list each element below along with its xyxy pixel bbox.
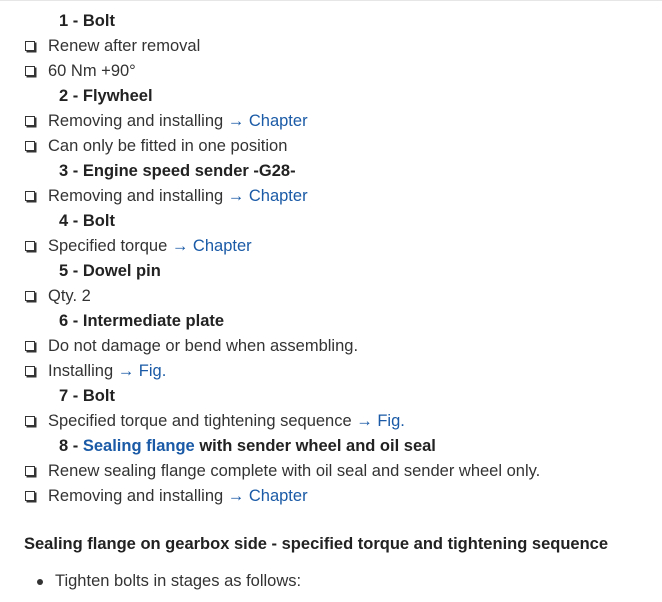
part-number: 7: [59, 387, 69, 405]
top-divider: [0, 0, 662, 1]
part-number: 4: [59, 212, 69, 230]
item-text: Removing and installing: [48, 112, 224, 130]
part-number: 1: [59, 12, 69, 30]
section-title: Sealing flange on gearbox side - specified torque and tightening sequence: [24, 535, 609, 553]
checkbox-icon: [25, 191, 35, 201]
part-title-link[interactable]: Sealing flange: [82, 437, 195, 455]
checkbox-icon: [25, 41, 35, 51]
part-title: Bolt: [82, 12, 115, 30]
list-item: [0, 134, 662, 159]
item-text: Renew sealing flange complete with oil seal and sender wheel only.: [48, 462, 541, 480]
list-item: [0, 34, 662, 59]
part-title: Bolt: [82, 212, 115, 230]
part-heading: 1 - Bolt: [59, 12, 115, 30]
part-number: 5: [59, 262, 69, 280]
list-item: [0, 109, 662, 134]
list-item: [0, 59, 662, 84]
part-heading: 7 - Bolt: [59, 387, 115, 405]
item-text: Do not damage or bend when assembling.: [48, 337, 359, 355]
bullet-text: Tighten bolts in stages as follows:: [55, 572, 302, 590]
checkbox-icon: [25, 116, 35, 126]
bullet-item: [55, 572, 301, 591]
item-text: Specified torque: [48, 237, 168, 255]
checkbox-icon: [25, 366, 35, 376]
parts-list: [0, 9, 662, 509]
checkbox-icon: [25, 66, 35, 76]
item-text: Renew after removal: [48, 37, 201, 55]
list-item: [0, 359, 662, 384]
part-title: Intermediate plate: [82, 312, 225, 330]
part-title: Engine speed sender -G28-: [82, 162, 296, 180]
part-heading: 6 - Intermediate plate: [59, 312, 225, 330]
list-item: [0, 184, 662, 209]
checkbox-icon: [25, 491, 35, 501]
part-number: 6: [59, 312, 69, 330]
list-item: [0, 334, 662, 359]
item-text: Can only be fitted in one position: [48, 137, 288, 155]
part-title: Flywheel: [82, 87, 153, 105]
part-title: Bolt: [82, 387, 115, 405]
list-item: [0, 234, 662, 259]
chapter-link[interactable]: → Chapter: [227, 487, 308, 505]
checkbox-icon: [25, 341, 35, 351]
item-text: Installing: [48, 362, 114, 380]
list-item: [0, 409, 662, 434]
item-text: Removing and installing: [48, 187, 224, 205]
part-title: Dowel pin: [82, 262, 161, 280]
chapter-link[interactable]: → Fig.: [117, 362, 167, 380]
item-text: 60 Nm +90°: [48, 62, 136, 80]
list-item: [0, 284, 662, 309]
bullet-dot-icon: [37, 579, 43, 585]
part-heading: 5 - Dowel pin: [59, 262, 161, 280]
list-item: [0, 459, 662, 484]
item-text: Qty. 2: [48, 287, 91, 305]
part-heading: 8 - Sealing flange with sender wheel and oil seal: [59, 437, 436, 455]
chapter-link[interactable]: → Fig.: [356, 412, 405, 430]
chapter-link[interactable]: → Chapter: [227, 187, 308, 205]
checkbox-icon: [25, 241, 35, 251]
part-heading: 2 - Flywheel: [59, 87, 153, 105]
part-title: with sender wheel and oil seal: [199, 437, 436, 455]
part-number: 3: [59, 162, 69, 180]
chapter-link[interactable]: → Chapter: [227, 112, 308, 130]
list-item: [0, 484, 662, 509]
item-text: Removing and installing: [48, 487, 224, 505]
checkbox-icon: [25, 141, 35, 151]
part-heading: 3 - Engine speed sender -G28-: [59, 162, 296, 180]
item-text: Specified torque and tightening sequence: [48, 412, 352, 430]
part-number: 8: [59, 437, 69, 455]
part-heading: 4 - Bolt: [59, 212, 115, 230]
chapter-link[interactable]: → Chapter: [171, 237, 252, 255]
checkbox-icon: [25, 291, 35, 301]
checkbox-icon: [25, 466, 35, 476]
checkbox-icon: [25, 416, 35, 426]
part-number: 2: [59, 87, 69, 105]
